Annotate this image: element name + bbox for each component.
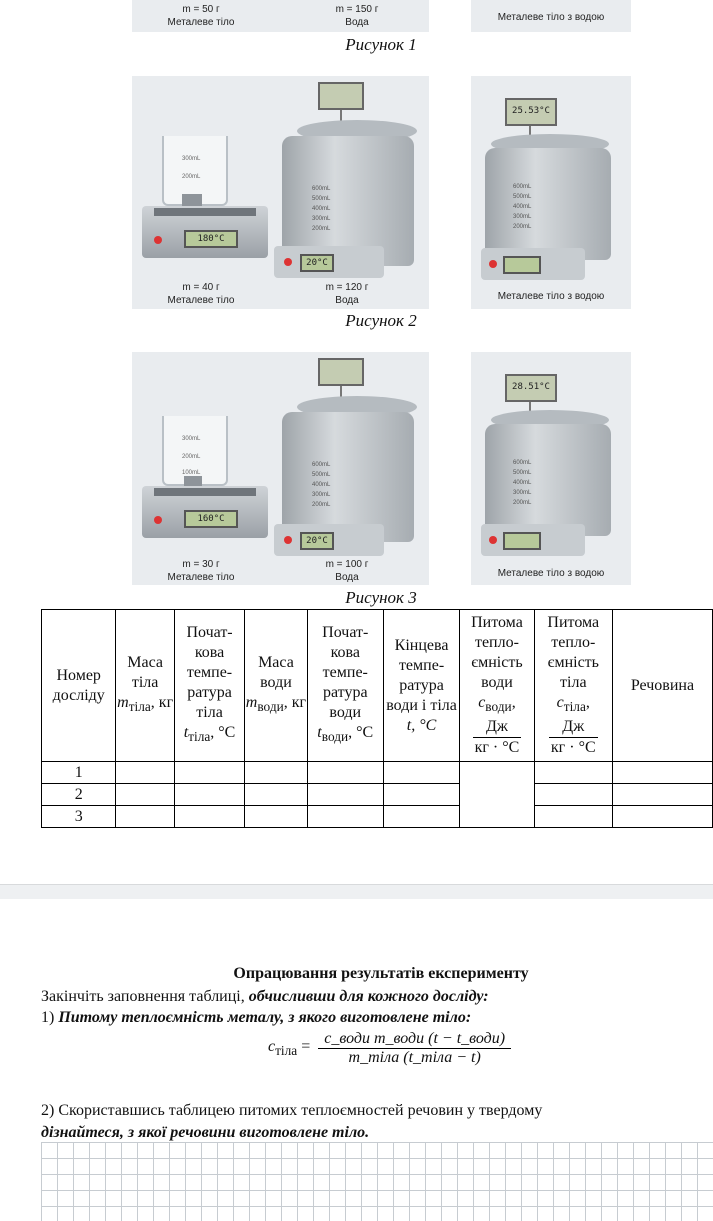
- calorimeter-with-body: 600mL 500mL 400mL 300mL 200mL: [485, 148, 611, 260]
- figure1-middle-mass: m = 150 г: [335, 4, 379, 15]
- cell[interactable]: [612, 784, 712, 806]
- cell[interactable]: [534, 762, 612, 784]
- table-row: [42, 806, 713, 828]
- cell[interactable]: [116, 806, 174, 828]
- table-row: [42, 762, 713, 784]
- scale-display: 180°C: [184, 230, 238, 248]
- header-water-mass: Маса води $m_{води}$, кг: [245, 610, 307, 762]
- processing-title: Опрацювання результатів експерименту: [233, 965, 529, 982]
- figure1-right-label: Металеве тіло з водою: [497, 12, 605, 23]
- figure1-left-mass: m = 50 г: [182, 4, 220, 15]
- figure2-left-mass: m = 40 г: [182, 282, 220, 293]
- figure2-middle-label: Вода: [335, 295, 359, 306]
- header-number: Номер досліду: [42, 610, 116, 762]
- cell[interactable]: [307, 806, 383, 828]
- header-body-mass: Маса тіла $m_{тіла}$, кг: [116, 610, 174, 762]
- results-table: [41, 609, 713, 828]
- beaker: 300mL 200mL 100mL: [162, 416, 228, 486]
- cell[interactable]: [612, 762, 712, 784]
- cell[interactable]: [245, 806, 307, 828]
- figure1-left-label: Металеве тіло: [167, 17, 235, 28]
- figure1-left-panel: [132, 0, 429, 32]
- cell[interactable]: [612, 806, 712, 828]
- cell[interactable]: [116, 784, 174, 806]
- figure3-right-label: Металеве тіло з водою: [497, 568, 605, 579]
- cell[interactable]: [245, 784, 307, 806]
- cell[interactable]: [383, 806, 459, 828]
- table-row: [42, 784, 713, 806]
- metal-block: [184, 476, 202, 486]
- table-header-row: [42, 610, 713, 762]
- header-body-temp: Почат-кова темпе-ратура тіла $t_{тіла}$, °C: [174, 610, 244, 762]
- header-water-temp: Почат-кова темпе-ратура води $t_{води}$, °C: [307, 610, 383, 762]
- thermometer-final-display: 28.51°C: [505, 374, 557, 402]
- thermometer-display: [318, 358, 364, 386]
- cell[interactable]: [534, 784, 612, 806]
- header-substance: Речовина: [612, 610, 712, 762]
- header-c-body: Питома тепло-ємність тіла $c_{тіла}$, $\frac{Дж}{кг \cdot ^\circ C}$: [534, 610, 612, 762]
- answer-grid[interactable]: [41, 1142, 713, 1221]
- electronic-scale: [142, 206, 268, 258]
- electronic-scale: [142, 486, 268, 538]
- cell[interactable]: [174, 762, 244, 784]
- thermometer-display: [318, 82, 364, 110]
- figure1-right-panel: [471, 0, 631, 32]
- scale-display: 160°C: [184, 510, 238, 528]
- water-scale-display: 20°C: [300, 532, 334, 550]
- figure3-left-label: Металеве тіло: [167, 572, 235, 583]
- calorimeter: 600mL 500mL 400mL 300mL 200mL: [282, 136, 414, 266]
- water-scale-display: 20°C: [300, 254, 334, 272]
- figure3-right-panel: [471, 352, 631, 585]
- cell[interactable]: [383, 784, 459, 806]
- cell[interactable]: [307, 784, 383, 806]
- calorimeter: 600mL 500mL 400mL 300mL 200mL: [282, 412, 414, 542]
- calorimeter-with-body: 600mL 500mL 400mL 300mL 200mL: [485, 424, 611, 536]
- figure3-middle-mass: m = 100 г: [325, 559, 369, 570]
- processing-line2: 1) Питому теплоємність металу, з якого виготовлене тіло:: [41, 1009, 472, 1026]
- beaker: 300mL 200mL: [162, 136, 228, 206]
- figure2-right-label: Металеве тіло з водою: [497, 291, 605, 302]
- cell[interactable]: [383, 762, 459, 784]
- page-divider: [0, 884, 713, 899]
- cell[interactable]: [534, 806, 612, 828]
- processing-line4: дізнайтеся, з якої речовини виготовлене тіло.: [41, 1124, 370, 1141]
- thermometer-final-display: 25.53°C: [505, 98, 557, 126]
- row-number: 3: [42, 806, 116, 828]
- cell[interactable]: [174, 784, 244, 806]
- figure1-middle-label: Вода: [345, 17, 369, 28]
- cell[interactable]: [174, 806, 244, 828]
- figure2-left-label: Металеве тіло: [167, 295, 235, 306]
- figure3-middle-label: Вода: [335, 572, 359, 583]
- processing-line1: Закінчіть заповнення таблиці, обчисливши для кожного досліду:: [41, 988, 489, 1005]
- header-final-temp: Кінцева темпе-ратура води і тіла t, °C: [383, 610, 459, 762]
- header-c-water: Питома тепло-ємність води $c_{води}$, $\frac{Дж}{кг \cdot ^\circ C}$: [460, 610, 534, 762]
- processing-line3: 2) Скориставшись таблицею питомих теплоємностей речовин у твердому: [41, 1102, 543, 1119]
- cell[interactable]: [245, 762, 307, 784]
- specific-heat-formula: $c_{тіла}$ = $\frac{\text{c\_води m\_води (t − t\_води)}}{\text{m\_тіла (t\_тіла − t)}}$: [268, 1030, 511, 1067]
- figure2-right-panel: [471, 76, 631, 309]
- figure3-left-panel: [132, 352, 429, 585]
- figure2-left-panel: [132, 76, 429, 309]
- figure2-middle-mass: m = 120 г: [325, 282, 369, 293]
- figure2-caption: Рисунок 2: [345, 311, 417, 330]
- figure3-left-mass: m = 30 г: [182, 559, 220, 570]
- cell[interactable]: [307, 762, 383, 784]
- row-number: 1: [42, 762, 116, 784]
- figure1-caption: Рисунок 1: [345, 35, 417, 54]
- cell-c-water-merged[interactable]: [460, 762, 534, 828]
- cell[interactable]: [116, 762, 174, 784]
- row-number: 2: [42, 784, 116, 806]
- figure3-caption: Рисунок 3: [345, 588, 417, 607]
